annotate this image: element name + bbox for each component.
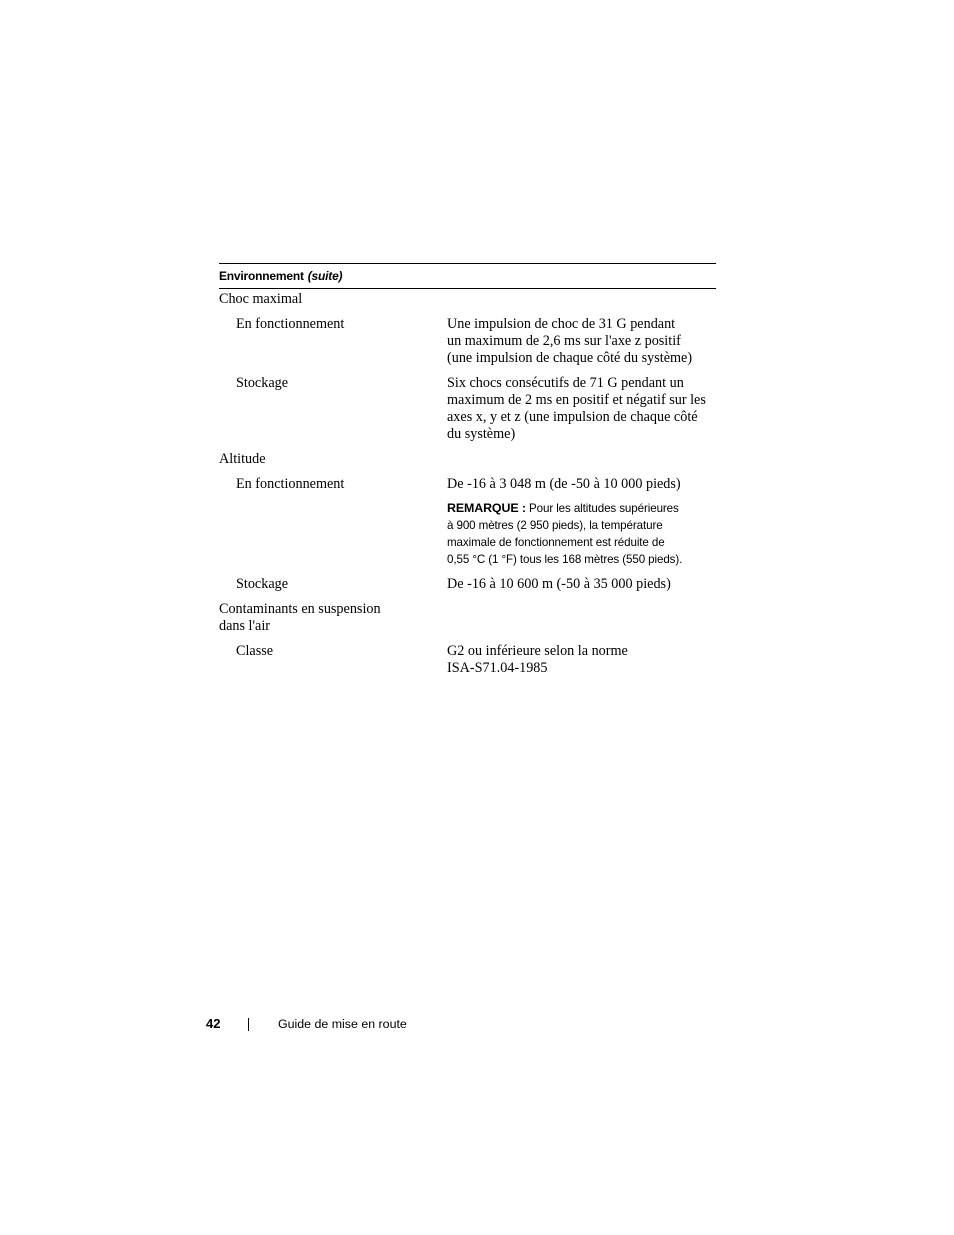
section-altitude xyxy=(219,451,716,476)
footer-separator xyxy=(248,1018,249,1031)
choc-heading: Choc maximal xyxy=(219,291,303,307)
altitude-storage-row xyxy=(219,576,716,601)
note-line: à 900 mètres (2 950 pieds), la température xyxy=(447,519,663,532)
guide-title: Guide de mise en route xyxy=(278,1017,407,1031)
contaminants-class-row xyxy=(219,643,716,685)
note-label: REMARQUE : xyxy=(447,501,526,515)
environment-spec-table xyxy=(219,263,716,685)
contaminants-heading-line: dans l'air xyxy=(219,618,271,634)
choc-storage-line: axes x, y et z (une impulsion de chaque côté xyxy=(447,409,698,425)
choc-storage-line: Six chocs consécutifs de 71 G pendant un xyxy=(447,375,684,391)
choc-operating-line: un maximum de 2,6 ms sur l'axe z positif xyxy=(447,333,681,349)
choc-storage-line: du système) xyxy=(447,426,516,442)
note-line: 0,55 °C (1 °F) tous les 168 mètres (550 pieds). xyxy=(447,553,683,566)
section-choc xyxy=(219,291,716,316)
altitude-note xyxy=(447,500,719,568)
altitude-storage-label: Stockage xyxy=(236,576,289,592)
contaminants-heading xyxy=(219,601,429,635)
altitude-operating-label: En fonctionnement xyxy=(236,476,345,492)
altitude-operating-row xyxy=(219,476,716,576)
altitude-operating-text: De -16 à 3 048 m (de -50 à 10 000 pieds) xyxy=(447,476,681,492)
contaminants-class-line: G2 ou inférieure selon la norme xyxy=(447,643,628,659)
choc-operating-line: Une impulsion de choc de 31 G pendant xyxy=(447,316,676,332)
table-title-suffix: (suite) xyxy=(307,269,343,283)
page-number: 42 xyxy=(206,1016,221,1031)
choc-storage-value xyxy=(447,375,719,443)
contaminants-class-value xyxy=(447,643,719,677)
choc-operating-value xyxy=(447,316,719,367)
note-line: maximale de fonctionnement est réduite de xyxy=(447,536,665,549)
contaminants-class-label: Classe xyxy=(236,643,274,659)
contaminants-heading-line: Contaminants en suspension xyxy=(219,601,381,617)
altitude-operating-value xyxy=(447,476,719,568)
choc-storage-line: maximum de 2 ms en positif et négatif sur les xyxy=(447,392,706,408)
contaminants-class-line: ISA-S71.04-1985 xyxy=(447,660,548,676)
choc-operating-label: En fonctionnement xyxy=(236,316,345,332)
section-contaminants xyxy=(219,601,716,643)
choc-storage-row xyxy=(219,375,716,451)
choc-storage-label: Stockage xyxy=(236,375,289,391)
table-title: Environnement xyxy=(219,269,304,283)
note-line: Pour les altitudes supérieures xyxy=(528,502,679,515)
choc-operating-line: (une impulsion de chaque côté du système) xyxy=(447,350,693,366)
altitude-heading: Altitude xyxy=(219,451,266,467)
table-header xyxy=(219,263,716,289)
choc-operating-row xyxy=(219,316,716,375)
altitude-storage-value: De -16 à 10 600 m (-50 à 35 000 pieds) xyxy=(447,576,671,592)
